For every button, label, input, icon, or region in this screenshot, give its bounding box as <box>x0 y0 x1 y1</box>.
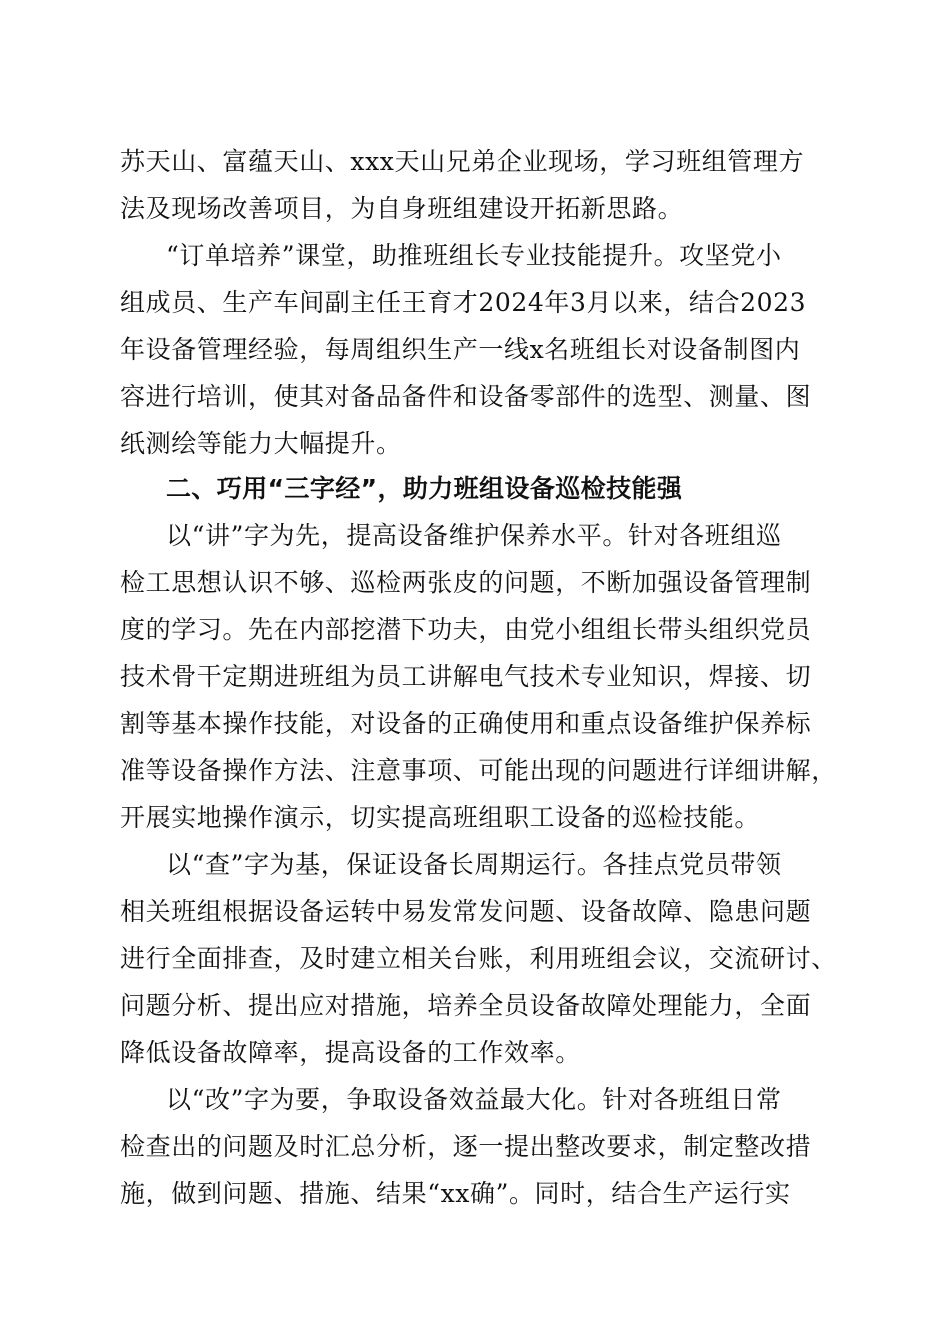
body-text-line: 相关班组根据设备运转中易发常发问题、设备故障、隐患问题 <box>120 897 812 926</box>
paragraph-first-line: “订单培养”课堂，助推班组长专业技能提升。攻坚党小 <box>166 241 782 270</box>
body-text-line: 纸测绘等能力大幅提升。 <box>120 429 402 458</box>
body-text-line: 准等设备操作方法、注意事项、可能出现的问题进行详细讲解， <box>120 756 837 785</box>
body-text-line: 降低设备故障率，提高设备的工作效率。 <box>120 1038 581 1067</box>
body-text-line: 年设备管理经验，每周组织生产一线x名班组长对设备制图内 <box>120 335 801 364</box>
body-text-line: 割等基本操作技能，对设备的正确使用和重点设备维护保养标 <box>120 709 812 738</box>
body-text-line: 苏天山、富蕴天山、xxx天山兄弟企业现场，学习班组管理方 <box>120 147 805 176</box>
body-text-line: 问题分析、提出应对措施，培养全员设备故障处理能力，全面 <box>120 991 812 1020</box>
body-text-line: 施，做到问题、措施、结果“xx确”。同时，结合生产运行实 <box>120 1179 791 1208</box>
section-heading: 二、巧用“三字经”，助力班组设备巡检技能强 <box>166 474 683 503</box>
body-text-line: 法及现场改善项目，为自身班组建设开拓新思路。 <box>120 194 684 223</box>
body-text-line: 检工思想认识不够、巡检两张皮的问题，不断加强设备管理制 <box>120 568 812 597</box>
body-text-line: 技术骨干定期进班组为员工讲解电气技术专业知识，焊接、切 <box>120 662 812 691</box>
body-text-line: 检查出的问题及时汇总分析，逐一提出整改要求，制定整改措 <box>120 1132 812 1161</box>
body-text-line: 进行全面排查，及时建立相关台账，利用班组会议，交流研讨、 <box>120 944 837 973</box>
paragraph-first-line: 以“改”字为要，争取设备效益最大化。针对各班组日常 <box>166 1085 782 1114</box>
body-text-line: 度的学习。先在内部挖潜下功夫，由党小组组长带头组织党员 <box>120 615 812 644</box>
body-text-line: 组成员、生产车间副主任王育才2024年3月以来，结合2023 <box>120 288 807 317</box>
paragraph-first-line: 以“讲”字为先，提高设备维护保养水平。针对各班组巡 <box>166 521 782 550</box>
body-text-line: 容进行培训，使其对备品备件和设备零部件的选型、测量、图 <box>120 382 812 411</box>
paragraph-first-line: 以“查”字为基，保证设备长周期运行。各挂点党员带领 <box>166 850 782 879</box>
body-text-line: 开展实地操作演示，切实提高班组职工设备的巡检技能。 <box>120 803 761 832</box>
